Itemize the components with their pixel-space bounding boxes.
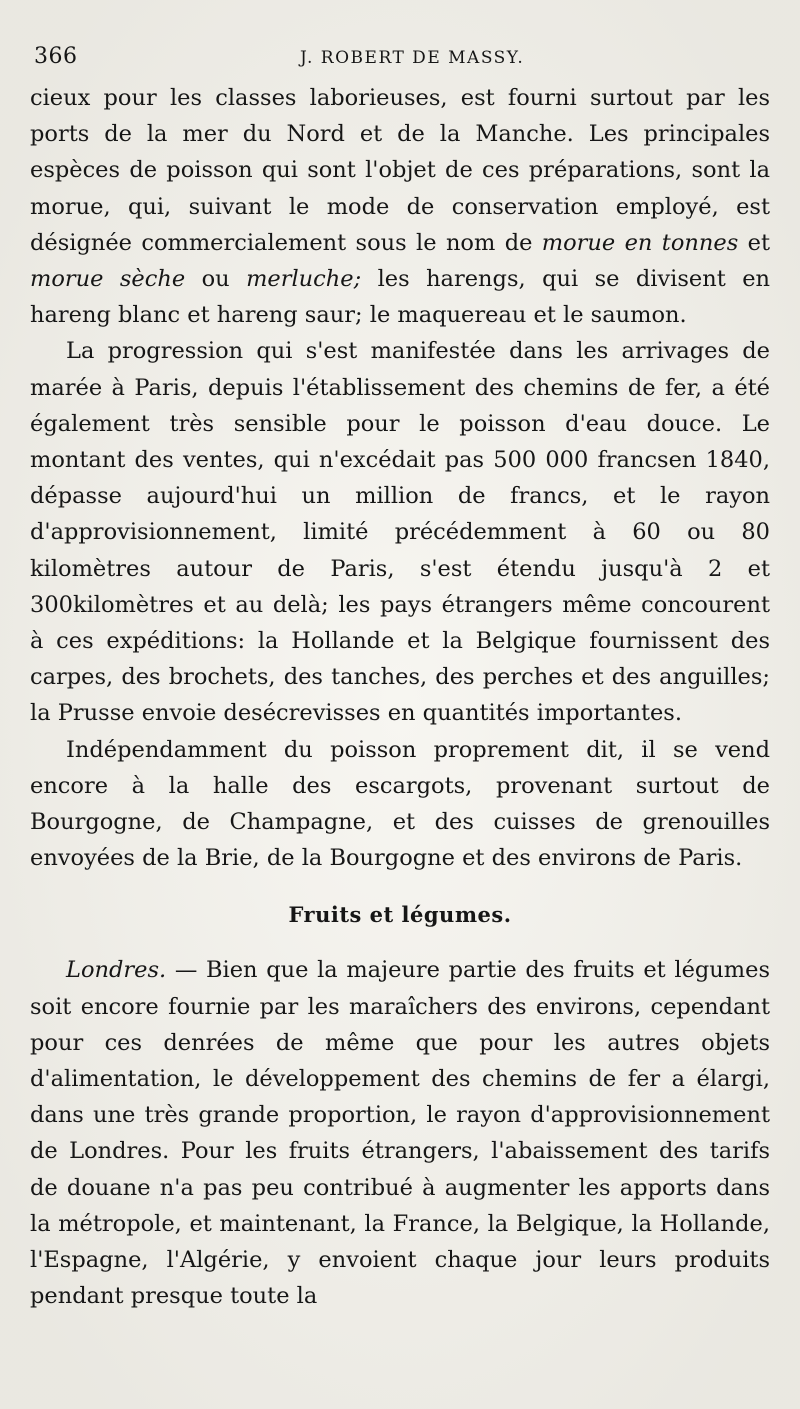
text-run: les harengs, qui se divisent en hareng blanc et hareng saur; le maquereau et le saumon.	[30, 266, 771, 329]
body-text	[30, 80, 770, 1315]
text-run: — Bien que la majeure partie des fruits et légumes soit encore fournie par les maraîchers des environs, cependant pour ces denrées de même que pour les autres objets d'alimentation, le développement des chemins de fer a élargi, dans une très grande proportion, le rayon d'approvisionnement de Londres. Pour les fruits étrangers, l'abaissement des tarifs de douane n'a pas peu contribué à augmenter les apports dans la métropole, et maintenant, la France, la Belgique, la Hollande, l'Espagne, l'Algérie, y envoient chaque jour leurs produits pendant presque toute la	[30, 957, 770, 1310]
paragraph	[30, 952, 770, 1314]
text-run: La progression qui s'est manifestée dans les arrivages de marée à Paris, depuis l'établissement des chemins de fer, a été également très sensible pour le poisson d'eau douce. Le montant des ventes, qui n'excédait pas 500 000 francsen 1840, dépasse aujourd'hui un million de francs, et le rayon d'approvisionnement, limité précédemment à 60 ou 80 kilomètres autour de Paris, s'est étendu jusqu'à 2 et 300kilomètres et au delà; les pays étrangers même concourent à ces expéditions: la Hollande et la Belgique fournissent des carpes, des brochets, des tanches, des perches et des anguilles; la Prusse envoie desécrevisses en quantités importantes.	[30, 338, 770, 727]
text-run: et	[738, 229, 770, 256]
page-number: 366	[34, 44, 78, 69]
text-run-italic: morue sèche	[30, 266, 186, 293]
text-run: cieux pour les classes laborieuses, est fourni surtout par les ports de la mer du Nord et de la Manche. Les principales espèces de poisson qui sont l'objet de ces préparations, sont la morue, qui, suivant le mode de conservation employé, est désignée commercialement sous le nom de	[30, 85, 770, 256]
paragraph	[30, 333, 770, 731]
text-run-italic: merluche;	[246, 266, 362, 293]
text-run: Indépendamment du poisson proprement dit, il se vend encore à la halle des escargots, provenant surtout de Bourgogne, de Champagne, et des cuisses de grenouilles envoyées de la Brie, de la Bourgogne et des environs de Paris.	[30, 736, 770, 872]
text-run-italic: Londres.	[66, 957, 167, 984]
text-run-italic: morue en tonnes	[541, 229, 739, 256]
paragraph	[30, 732, 770, 877]
section-title: Fruits et légumes.	[288, 902, 512, 928]
text-run: ou	[185, 266, 247, 293]
paragraph-continued	[30, 80, 770, 333]
page-header	[30, 36, 770, 76]
running-head: J. ROBERT DE MASSY.	[300, 48, 525, 68]
